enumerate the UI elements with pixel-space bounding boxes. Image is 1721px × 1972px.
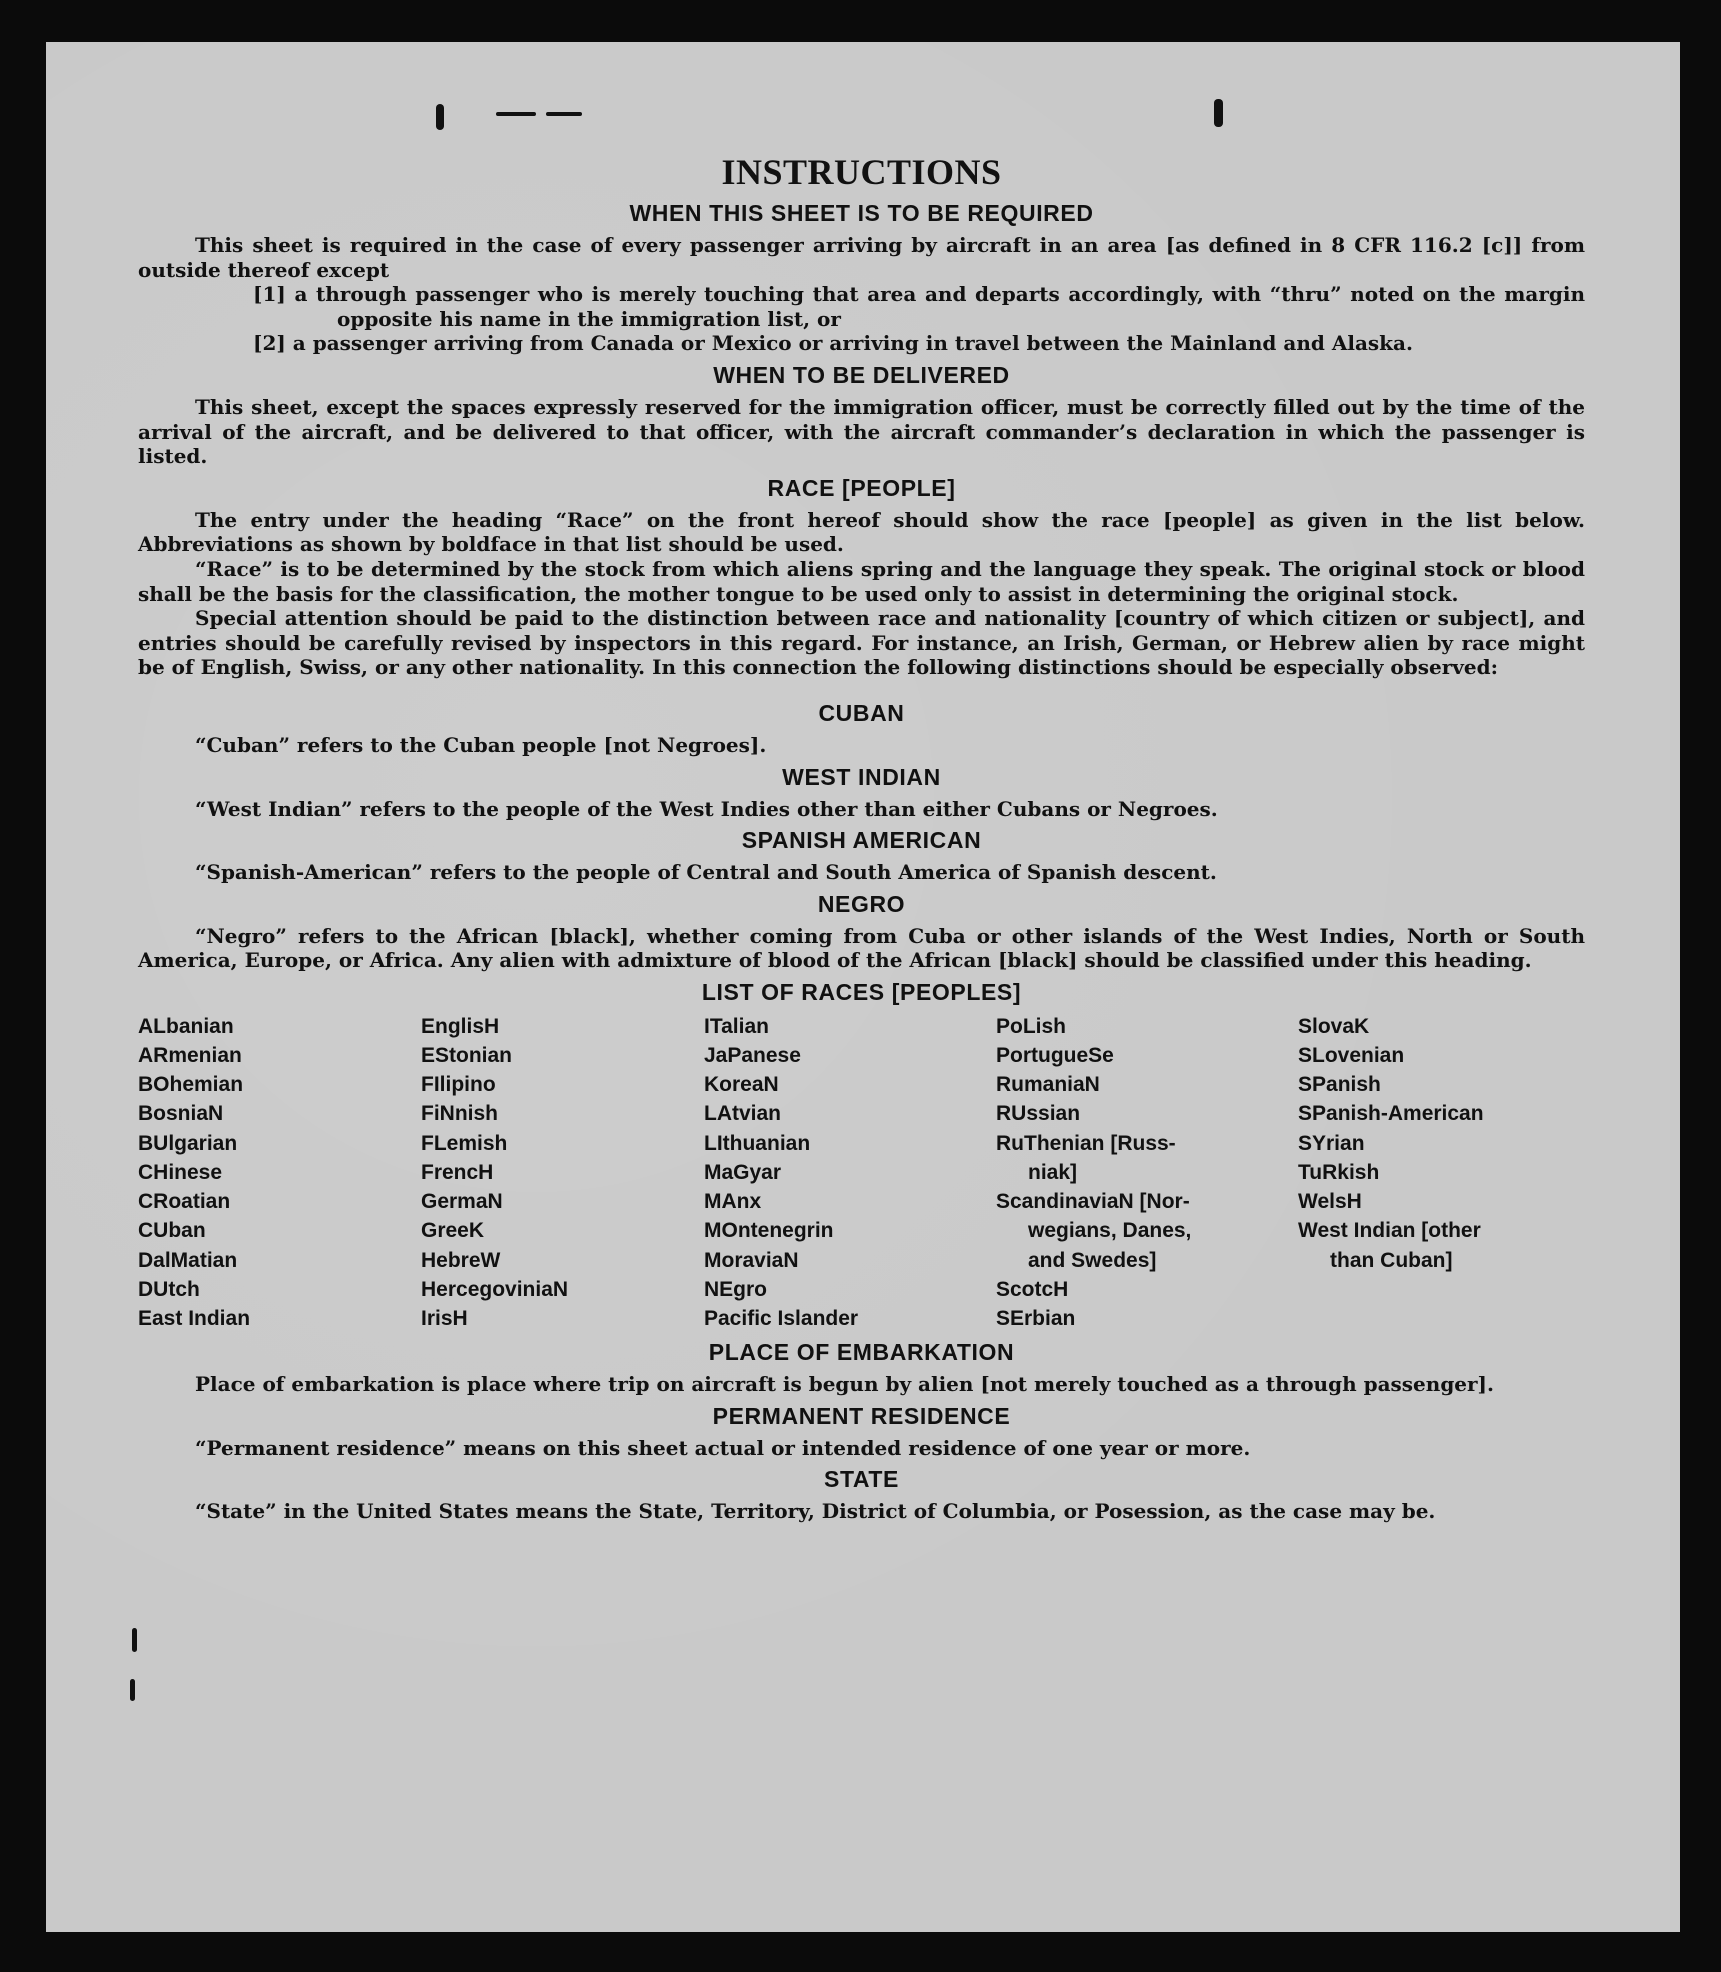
- race-entry: FiNnish: [421, 1102, 498, 1126]
- race-entry: MoraviaN: [704, 1248, 799, 1272]
- race-entry: SPanish: [1298, 1073, 1381, 1097]
- race-entry: GreeK: [421, 1219, 485, 1243]
- race-entry: CHinese: [138, 1160, 223, 1184]
- heading-state: STATE: [824, 1466, 899, 1493]
- cuban-text: “Cuban” refers to the Cuban people [not Negroes].: [195, 732, 767, 757]
- heading-list-of-races: LIST OF RACES [PEOPLES]: [701, 978, 1022, 1005]
- page-title: INSTRUCTIONS: [721, 152, 1002, 192]
- race-entry: TuRkish: [1298, 1160, 1380, 1184]
- heading-race: RACE [PEOPLE]: [767, 474, 956, 501]
- race-entry: CRoatian: [138, 1190, 231, 1214]
- race-entry: SYrian: [1298, 1131, 1365, 1155]
- race-entry: SErbian: [996, 1306, 1076, 1330]
- races-column: [1298, 1012, 1588, 1333]
- race-entry: ARmenian: [138, 1044, 242, 1068]
- race-entry: IrisH: [421, 1306, 468, 1330]
- scan-speck: [496, 112, 536, 116]
- race-entry: BosniaN: [138, 1102, 224, 1126]
- race-entry: EnglisH: [421, 1014, 500, 1038]
- races-column: [138, 1012, 421, 1333]
- race-entry: PortugueSe: [996, 1044, 1114, 1068]
- required-item-1: [1] a through passenger who is merely touching that area and departs accordingly, with “thru” noted on the margin opposite his name in the immigration list, or: [253, 282, 1585, 331]
- races-column: [996, 1012, 1298, 1333]
- race-entry: niak]: [1028, 1160, 1078, 1184]
- race-entry: JaPanese: [704, 1044, 801, 1068]
- race-entry: wegians, Danes,: [1028, 1219, 1192, 1243]
- race-entry: DalMatian: [138, 1248, 238, 1272]
- heading-west-indian: WEST INDIAN: [782, 763, 941, 790]
- required-intro: This sheet is required in the case of every passenger arriving by aircraft in an area [as defined in 8 CFR 116.2 [c]] from outside thereof except: [138, 233, 1585, 282]
- scan-speck: [546, 112, 582, 116]
- west-indian-text: “West Indian” refers to the people of the West Indies other than either Cubans or Negroes.: [195, 796, 1218, 821]
- race-entry: SLovenian: [1298, 1044, 1405, 1068]
- heading-cuban: CUBAN: [818, 699, 905, 726]
- races-list: [138, 1012, 1585, 1333]
- race-entry: ScotcH: [996, 1277, 1069, 1301]
- race-entry: BUlgarian: [138, 1131, 238, 1155]
- heading-when-delivered: WHEN TO BE DELIVERED: [713, 361, 1010, 388]
- race-paragraph: “Race” is to be determined by the stock from which aliens spring and the language they speak. The original stock or blood shall be the basis for the classification, the mother tongue to be used only to assist in determining the original stock.: [138, 556, 1585, 606]
- race-entry: than Cuban]: [1330, 1248, 1453, 1272]
- delivered-text: This sheet, except the spaces expressly reserved for the immigration officer, must be correctly filled out by the time of the arrival of the aircraft, and be delivered to that officer, with the aircraft commander’s declaration in which the passenger is listed.: [138, 394, 1585, 469]
- race-entry: ITalian: [704, 1014, 769, 1038]
- race-entry: Pacific Islander: [704, 1306, 859, 1330]
- heading-embarkation: PLACE OF EMBARKATION: [708, 1339, 1015, 1366]
- state-text: “State” in the United States means the State, Territory, District of Columbia, or Posession, as the case may be.: [195, 1499, 1436, 1524]
- race-entry: MAnx: [704, 1190, 762, 1214]
- required-item-2: [2] a passenger arriving from Canada or Mexico or arriving in travel between the Mainland and Alaska.: [253, 331, 1413, 356]
- race-entry: HercegoviniaN: [421, 1277, 569, 1301]
- race-entry: FIlipino: [421, 1073, 496, 1097]
- heading-spanish-american: SPANISH AMERICAN: [741, 827, 982, 854]
- heading-permanent-residence: PERMANENT RESIDENCE: [712, 1402, 1011, 1429]
- negro-text: “Negro” refers to the African [black], whether coming from Cuba or other islands of the West Indies, North or South America, Europe, or Africa. Any alien with admixture of blood of the African [black] should be classified under this heading.: [138, 923, 1585, 973]
- race-entry: MaGyar: [704, 1160, 782, 1184]
- race-entry: MOntenegrin: [704, 1219, 834, 1243]
- race-entry: ALbanian: [138, 1014, 234, 1038]
- race-entry: LAtvian: [704, 1102, 782, 1126]
- race-entry: PoLish: [996, 1014, 1067, 1038]
- scan-speck: [436, 104, 444, 130]
- race-entry: West Indian [other: [1298, 1219, 1481, 1243]
- race-entry: CUban: [138, 1219, 206, 1243]
- race-entry: WelsH: [1298, 1190, 1362, 1214]
- embarkation-text: Place of embarkation is place where trip on aircraft is begun by alien [not merely touched as a through passenger].: [195, 1372, 1494, 1397]
- race-entry: East Indian: [138, 1306, 251, 1330]
- spanish-american-text: “Spanish-American” refers to the people of Central and South America of Spanish descent.: [195, 860, 1217, 885]
- race-entry: SPanish-American: [1298, 1102, 1484, 1126]
- race-entry: GermaN: [421, 1190, 503, 1214]
- race-entry: RuThenian [Russ-: [996, 1131, 1176, 1155]
- race-paragraph: Special attention should be paid to the distinction between race and nationality [country of which citizen or subject], and entries should be carefully revised by inspectors in this regard. For instance, an Irish, German, or Hebrew alien by race might be of English, Swiss, or any other nationality. In this connection the following distinctions should be especially observed:: [138, 606, 1585, 680]
- race-entry: FrencH: [421, 1160, 494, 1184]
- race-entry: KoreaN: [704, 1073, 779, 1097]
- race-entry: DUtch: [138, 1277, 200, 1301]
- heading-when-required: WHEN THIS SHEET IS TO BE REQUIRED: [629, 200, 1094, 226]
- instructions-content: [138, 150, 1585, 1524]
- race-paragraph: The entry under the heading “Race” on the front hereof should show the race [people] as given in the list below. Abbreviations as shown by boldface in that list should be used.: [138, 507, 1585, 557]
- scan-speck: [130, 1679, 135, 1701]
- race-entry: RumaniaN: [996, 1073, 1100, 1097]
- race-entry: HebreW: [421, 1248, 501, 1272]
- race-entry: NEgro: [704, 1277, 767, 1301]
- race-entry: EStonian: [421, 1044, 513, 1068]
- race-entry: BOhemian: [138, 1073, 244, 1097]
- race-entry: SlovaK: [1298, 1014, 1370, 1038]
- race-entry: ScandinaviaN [Nor-: [996, 1190, 1190, 1214]
- race-entry: RUssian: [996, 1102, 1081, 1126]
- race-entry: LIthuanian: [704, 1131, 811, 1155]
- race-entry: FLemish: [421, 1131, 508, 1155]
- residence-text: “Permanent residence” means on this sheet actual or intended residence of one year or more.: [195, 1435, 1251, 1460]
- races-column: [421, 1012, 704, 1333]
- heading-negro: NEGRO: [817, 890, 906, 917]
- scan-speck: [1214, 99, 1223, 127]
- races-column: [704, 1012, 996, 1333]
- scan-speck: [132, 1628, 137, 1652]
- race-entry: and Swedes]: [1028, 1248, 1157, 1272]
